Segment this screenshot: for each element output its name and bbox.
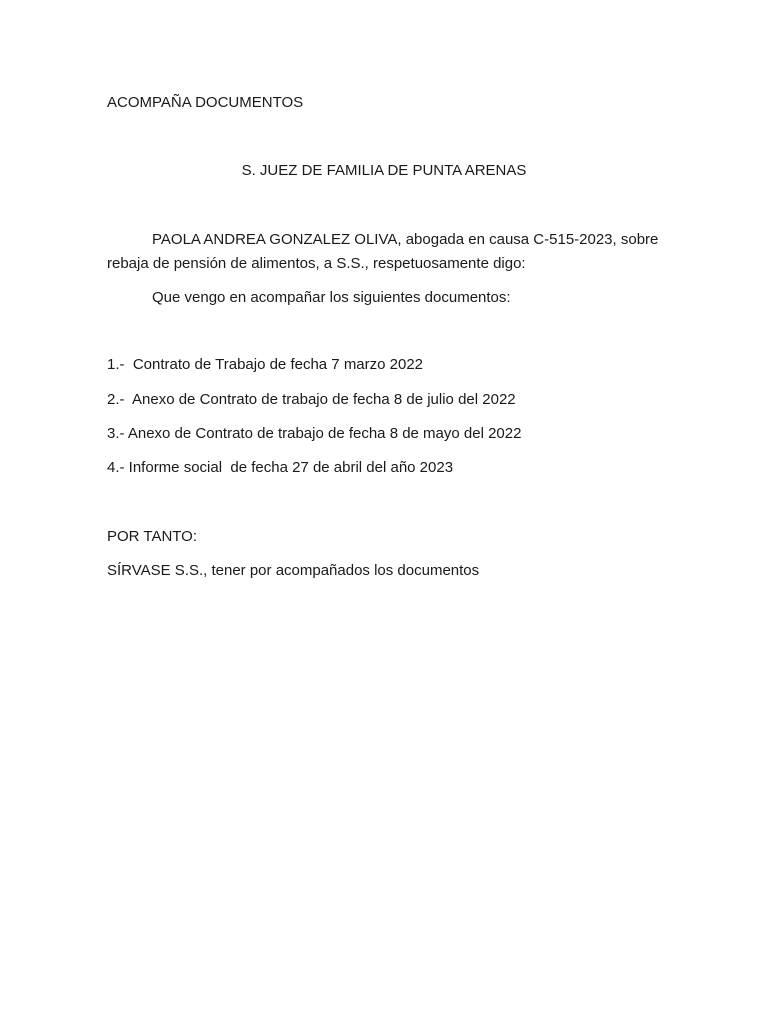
por-tanto-heading: POR TANTO: xyxy=(107,528,198,545)
petition-text: SÍRVASE S.S., tener por acompañados los documentos xyxy=(107,562,480,579)
intro-line-1: PAOLA ANDREA GONZALEZ OLIVA, abogada en causa C-515-2023, sobre xyxy=(152,231,659,248)
document-list-item: 4.- Informe social de fecha 27 de abril del año 2023 xyxy=(107,459,454,476)
document-list-item: 1.- Contrato de Trabajo de fecha 7 marzo 2022 xyxy=(107,356,424,373)
intro-line-3: Que vengo en acompañar los siguientes documentos: xyxy=(152,289,511,306)
intro-line-2: rebaja de pensión de alimentos, a S.S., respetuosamente digo: xyxy=(107,255,526,272)
document-list-item: 2.- Anexo de Contrato de trabajo de fecha 8 de julio del 2022 xyxy=(107,391,516,408)
sumilla-heading: ACOMPAÑA DOCUMENTOS xyxy=(107,94,304,111)
court-addressee: S. JUEZ DE FAMILIA DE PUNTA ARENAS xyxy=(241,162,527,179)
document-list-item: 3.- Anexo de Contrato de trabajo de fecha 8 de mayo del 2022 xyxy=(107,425,522,442)
